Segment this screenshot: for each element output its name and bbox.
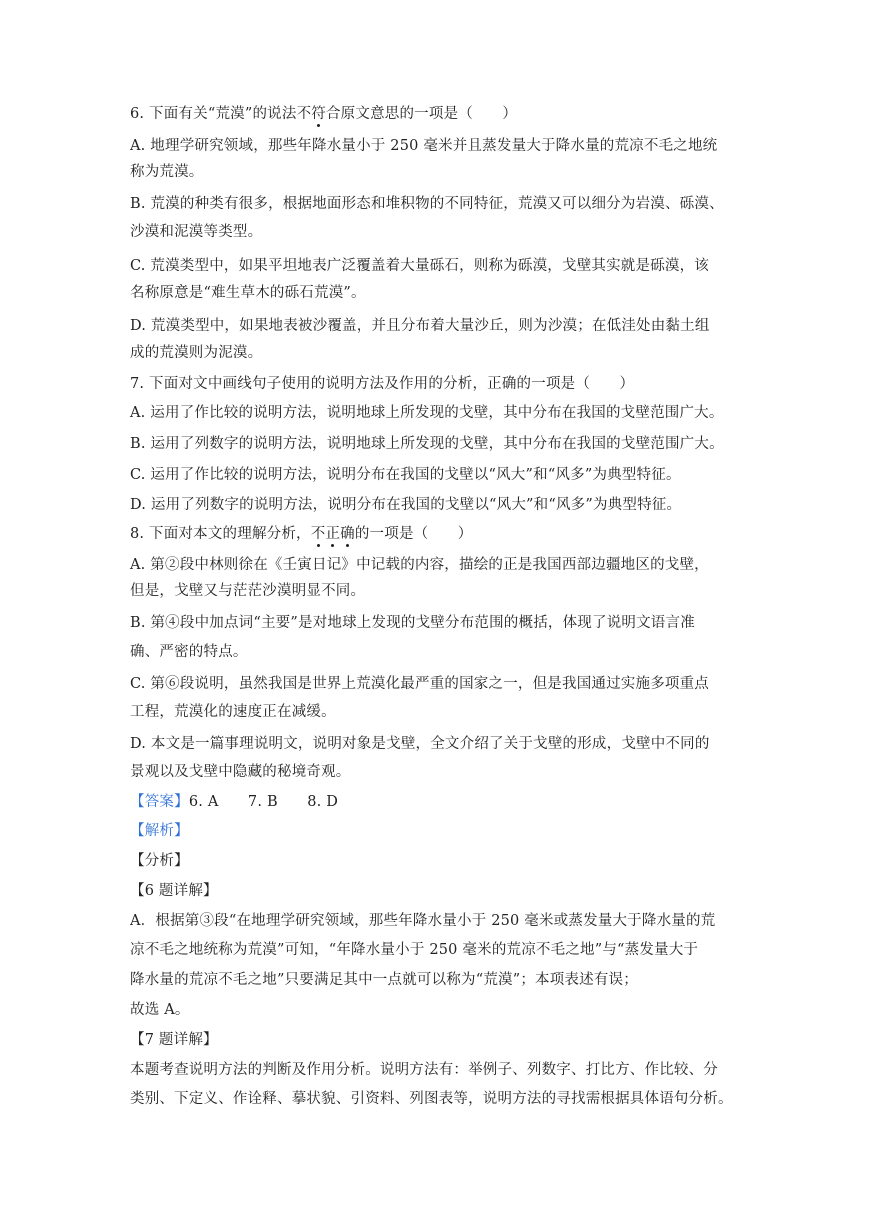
answer-line (130, 792, 740, 812)
q6-detail-label: 【6 题详解】 (130, 883, 218, 899)
q8-stem-emphasis-3: 确 (340, 526, 355, 542)
q6-detail-line4: 故选 A。 (130, 1002, 190, 1018)
q7-stem: 7. 下面对文中画线句子使用的说明方法及作用的分析，正确的一项是（ ） (130, 376, 635, 392)
q8-option-d-line2: 景观以及戈壁中隐藏的秘境奇观。 (130, 764, 351, 780)
q8-option-b-line1: B. 第④段中加点词“主要”是对地球上发现的戈壁分布范围的概括，体现了说明文语言准 (130, 615, 695, 631)
fenxi-label: 【分析】 (130, 853, 189, 869)
q8-stem (130, 524, 740, 544)
q8-stem-emphasis-2: 正 (325, 526, 341, 542)
q6-option-d-line1: D. 荒漠类型中，如果地表被沙覆盖，并且分布着大量沙丘，则为沙漠；在低洼处由黏土组 (130, 318, 710, 334)
analysis-label: 【解析】 (130, 823, 189, 839)
q8-stem-text-a: 8. 下面对本文的理解分析， (130, 526, 311, 542)
q7-detail-label: 【7 题详解】 (130, 1032, 218, 1048)
q6-stem-text-b: 合原文意思的一项是（ ） (325, 106, 518, 122)
q6-detail-line1: A．根据第③段“在地理学研究领域，那些年降水量小于 250 毫米或蒸发量大于降水量的荒 (130, 913, 716, 929)
q6-stem-text-a: 6. 下面有关“荒漠”的说法不 (130, 106, 312, 122)
q7-detail-line2: 类别、下定义、作诠释、摹状貌、引资料、列图表等，说明方法的寻找需根据具体语句分析。 (130, 1091, 733, 1107)
q8-option-a-line1: A. 第②段中林则徐在《壬寅日记》中记载的内容，描绘的正是我国西部边疆地区的戈壁， (130, 557, 709, 573)
q6-option-a-line1: A. 地理学研究领域，那些年降水量小于 250 毫米并且蒸发量大于降水量的荒凉不毛之地统 (130, 138, 718, 154)
q6-stem (130, 104, 740, 124)
q7-option-a: A. 运用了作比较的说明方法，说明地球上所发现的戈壁，其中分布在我国的戈壁范围广大。 (130, 405, 724, 421)
q8-option-b-line2: 确、严密的特点。 (130, 644, 248, 660)
q8-option-d-line1: D. 本文是一篇事理说明文，说明对象是戈壁，全文介绍了关于戈壁的形成，戈壁中不同的 (130, 736, 710, 752)
q7-detail-line1: 本题考查说明方法的判断及作用分析。说明方法有：举例子、列数字、打比方、作比较、分 (130, 1062, 718, 1078)
q8-option-c-line1: C. 第⑥段说明，虽然我国是世界上荒漠化最严重的国家之一，但是我国通过实施多项重点 (130, 676, 709, 692)
q6-option-a-line2: 称为荒漠。 (130, 164, 204, 180)
q7-option-b: B. 运用了列数字的说明方法，说明地球上所发现的戈壁，其中分布在我国的戈壁范围广大。 (130, 436, 724, 452)
q8-option-c-line2: 工程，荒漠化的速度正在减缓。 (130, 704, 336, 720)
q6-detail-line2: 凉不毛之地统称为荒漠”可知，“年降水量小于 250 毫米的荒凉不毛之地”与“蒸发量大于 (130, 942, 699, 958)
q8-stem-text-b: 的一项是（ ） (354, 526, 473, 542)
q7-option-d: D. 运用了列数字的说明方法，说明分布在我国的戈壁以“风大”和“风多”为典型特征。 (130, 497, 682, 513)
answer-label: 【答案】 (130, 794, 189, 810)
q6-option-b-line1: B. 荒漠的种类有很多，根据地面形态和堆积物的不同特征，荒漠又可以细分为岩漠、砾漠、 (130, 196, 724, 212)
q6-option-b-line2: 沙漠和泥漠等类型。 (130, 224, 263, 240)
q6-detail-line3: 降水量的荒凉不毛之地”只要满足其中一点就可以称为“荒漠”；本项表述有误； (130, 972, 638, 988)
q6-stem-emphasis: 符 (311, 106, 326, 122)
q6-option-c-line1: C. 荒漠类型中，如果平坦地表广泛覆盖着大量砾石，则称为砾漠，戈壁其实就是砾漠，该 (130, 258, 709, 274)
q8-option-a-line2: 但是，戈壁又与茫茫沙漠明显不同。 (130, 583, 366, 599)
q8-stem-emphasis-1: 不 (310, 526, 326, 542)
q6-option-c-line2: 名称原意是“难生草木的砾石荒漠”。 (130, 285, 366, 301)
q6-option-d-line2: 成的荒漠则为泥漠。 (130, 345, 263, 361)
q7-option-c: C. 运用了作比较的说明方法，说明分布在我国的戈壁以“风大”和“风多”为典型特征。 (130, 467, 681, 483)
answer-text: 6. A 7. B 8. D (188, 794, 339, 810)
